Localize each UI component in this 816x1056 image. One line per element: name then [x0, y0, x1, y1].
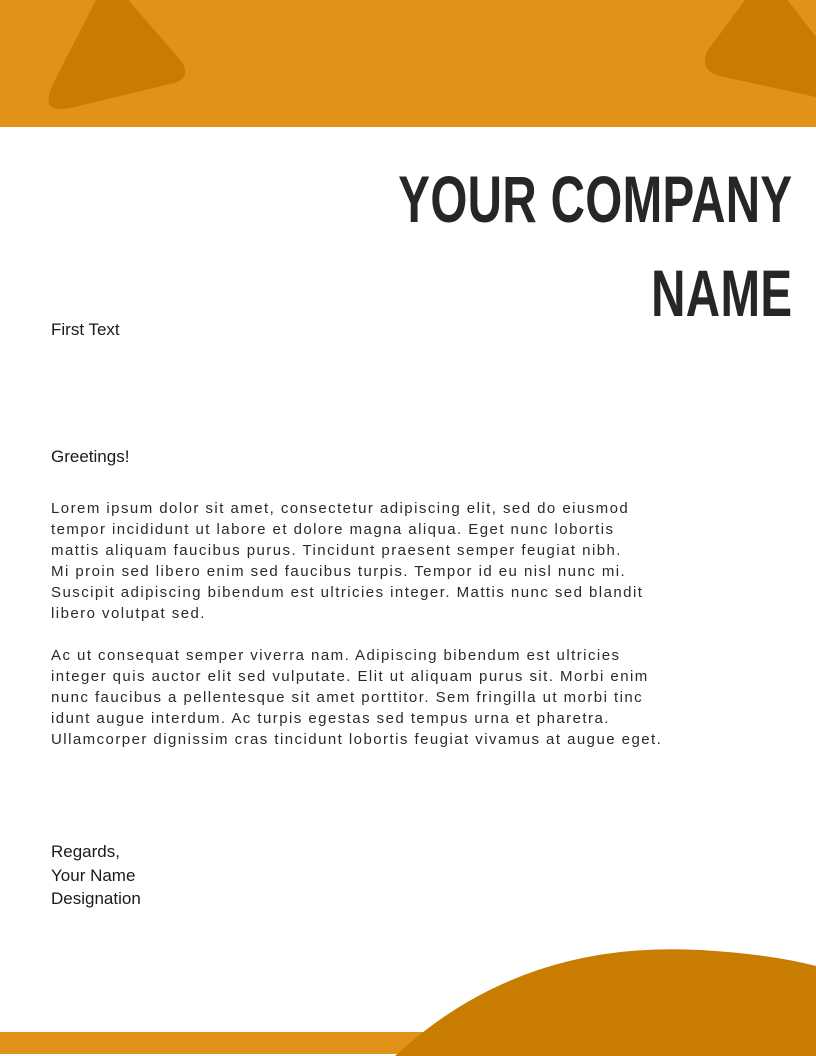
company-name-line2: NAME: [650, 256, 792, 330]
paragraph-line: Ullamcorper dignissim cras tincidunt lobortis feugiat vivamus at augue eget.: [51, 731, 663, 748]
paragraph-line: integer quis auctor elit sed vulputate. Elit ut aliquam purus sit. Morbi enim: [51, 668, 649, 685]
paragraph-line: libero volutpat sed.: [51, 605, 206, 622]
paragraph-line: nunc faucibus a pellentesque sit amet porttitor. Sem fringilla ut morbi tinc: [51, 689, 644, 706]
paragraph-line: Suscipit adipiscing bibendum est ultricies integer. Mattis nunc sed blandit: [51, 584, 644, 601]
greeting: Greetings!: [51, 447, 130, 466]
closing-name: Your Name: [51, 865, 136, 885]
paragraph-line: mattis aliquam faucibus purus. Tincidunt praesent semper feugiat nibh.: [51, 542, 622, 559]
paragraph-line: tempor incididunt ut labore et dolore magna aliqua. Eget nunc lobortis: [51, 521, 615, 538]
paragraph-line: Ac ut consequat semper viverra nam. Adipiscing bibendum est ultricies: [51, 647, 621, 664]
first-text: First Text: [51, 320, 120, 339]
paragraph-line: Mi proin sed libero enim sed faucibus turpis. Tempor id eu nisl nunc mi.: [51, 563, 627, 580]
closing-regards: Regards,: [51, 842, 120, 861]
paragraph-line: idunt augue interdum. Ac turpis egestas sed tempus urna et pharetra.: [51, 710, 610, 727]
company-name-line1: YOUR COMPANY: [397, 162, 792, 236]
paragraph-line: Lorem ipsum dolor sit amet, consectetur adipiscing elit, sed do eiusmod: [51, 500, 630, 517]
closing-designation: Designation: [51, 889, 141, 908]
